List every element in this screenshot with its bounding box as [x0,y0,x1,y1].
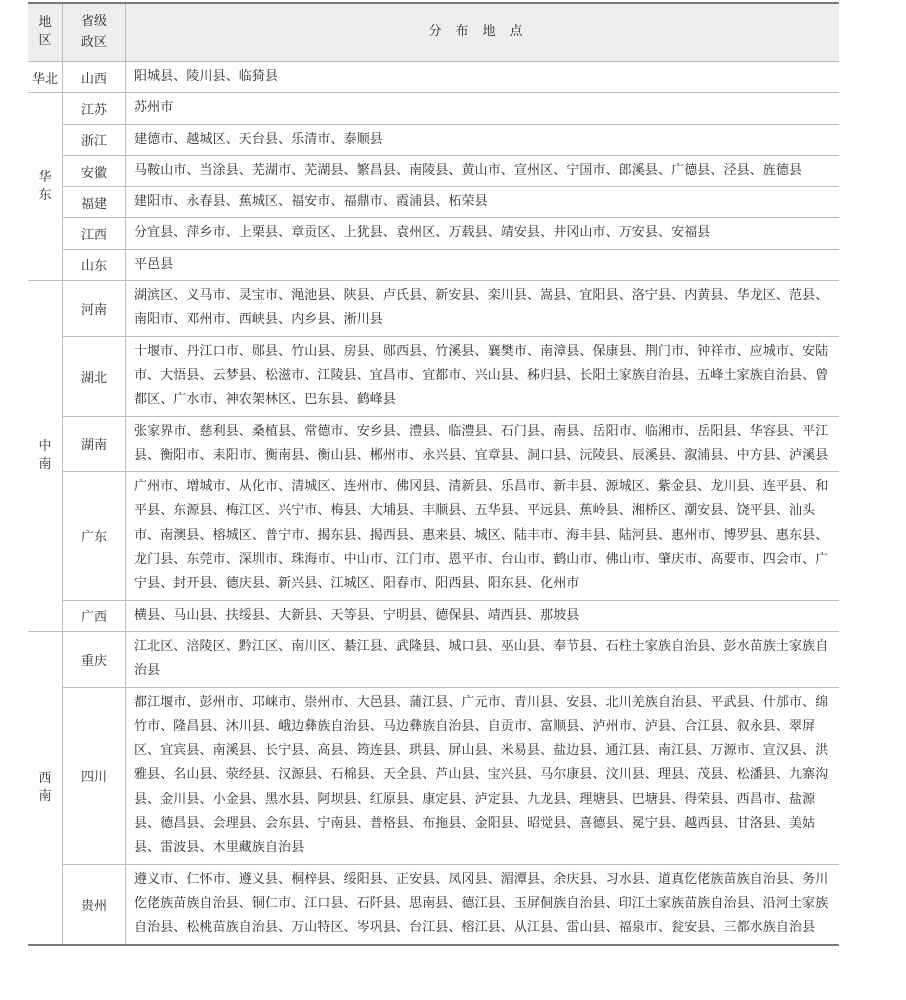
locations-cell: 广州市、增城市、从化市、清城区、连州市、佛冈县、清新县、乐昌市、新丰县、源城区、紫金县、龙川县、连平县、和平县、东源县、梅江区、兴宁市、梅县、大埔县、丰顺县、五华县、平远县、蕉岭县、湘桥区、潮安县、饶平县、汕头市、南澳县、榕城区、普宁市、揭东县、揭西县、惠来县、城区、陆丰市、海丰县、陆河县、惠州市、博罗县、惠东县、龙门县、东莞市、深圳市、珠海市、中山市、江门市、恩平市、台山市、鹤山市、佛山市、肇庆市、高要市、四会市、广宁县、封开县、德庆县、新兴县、江城区、阳春市、阳西县、阳东县、化州市 [126,472,840,600]
locations-cell: 建德市、越城区、天台县、乐清市、泰顺县 [126,124,840,155]
locations-cell: 横县、马山县、扶绥县、大新县、天等县、宁明县、德保县、靖西县、那坡县 [126,600,840,631]
header-locations: 分布地点 [126,3,840,62]
province-cell: 浙江 [63,124,126,155]
distribution-table-frame [28,2,839,945]
province-cell: 河南 [63,281,126,337]
table-row [28,864,839,944]
table-row [28,124,839,155]
locations-cell: 平邑县 [126,249,840,280]
locations-cell: 阳城县、陵川县、临猗县 [126,62,840,93]
locations-cell: 遵义市、仁怀市、遵义县、桐梓县、绥阳县、正安县、凤冈县、湄潭县、余庆县、习水县、道真仡佬族苗族自治县、务川仡佬族苗族自治县、铜仁市、江口县、石阡县、思南县、德江县、玉屏侗族自治县、印江土家族苗族自治县、沿河土家族自治县、松桃苗族自治县、万山特区、岑巩县、台江县、榕江县、从江县、雷山县、福泉市、瓮安县、三都水族自治县 [126,864,840,944]
province-cell: 湖南 [63,416,126,472]
table-row [28,600,839,631]
table-row [28,416,839,472]
table-row [28,249,839,280]
province-cell: 贵州 [63,864,126,944]
locations-cell: 十堰市、丹江口市、郧县、竹山县、房县、郧西县、竹溪县、襄樊市、南漳县、保康县、荆门市、钟祥市、应城市、安陆市、大悟县、云梦县、松滋市、江陵县、宜昌市、宜都市、兴山县、秭归县、长阳土家族自治县、五峰土家族自治县、曾都区、广水市、神农架林区、巴东县、鹤峰县 [126,336,840,416]
locations-cell: 湖滨区、义马市、灵宝市、渑池县、陕县、卢氏县、新安县、栾川县、嵩县、宜阳县、洛宁县、内黄县、华龙区、范县、南阳市、邓州市、西峡县、内乡县、淅川县 [126,281,840,337]
header-province: 省级政区 [63,3,126,62]
table-row [28,62,839,93]
region-cell: 中南 [28,281,63,632]
province-cell: 山东 [63,249,126,280]
table-row [28,93,839,124]
locations-cell: 分宜县、萍乡市、上栗县、章贡区、上犹县、袁州区、万载县、靖安县、井冈山市、万安县、安福县 [126,218,840,249]
table-header-row [28,3,839,62]
province-cell: 四川 [63,687,126,864]
province-cell: 江苏 [63,93,126,124]
province-cell: 江西 [63,218,126,249]
region-cell: 华东 [28,93,63,281]
province-cell: 湖北 [63,336,126,416]
table-row [28,631,839,687]
province-cell: 山西 [63,62,126,93]
table-row [28,281,839,337]
table-row [28,472,839,600]
locations-cell: 江北区、涪陵区、黔江区、南川区、綦江县、武隆县、城口县、巫山县、奉节县、石柱土家族自治县、彭水苗族土家族自治县 [126,631,840,687]
region-cell: 华北 [28,62,63,93]
region-cell: 西南 [28,631,63,944]
locations-cell: 都江堰市、彭州市、邛崃市、崇州市、大邑县、蒲江县、广元市、青川县、安县、北川羌族自治县、平武县、什邡市、绵竹市、隆昌县、沐川县、峨边彝族自治县、马边彝族自治县、自贡市、富顺县、泸州市、泸县、合江县、叙永县、翠屏区、宜宾县、南溪县、长宁县、高县、筠连县、珙县、屏山县、米易县、盐边县、通江县、南江县、万源市、宣汉县、洪雅县、名山县、荥经县、汉源县、石棉县、天全县、芦山县、宝兴县、马尔康县、汶川县、理县、茂县、松潘县、九寨沟县、金川县、小金县、黑水县、阿坝县、红原县、康定县、泸定县、九龙县、理塘县、巴塘县、得荣县、西昌市、盐源县、德昌县、会理县、会东县、宁南县、普格县、布拖县、金阳县、昭觉县、喜德县、冕宁县、越西县、甘洛县、美姑县、雷波县、木里藏族自治县 [126,687,840,864]
header-region: 地区 [28,3,63,62]
province-cell: 福建 [63,187,126,218]
province-cell: 广西 [63,600,126,631]
province-cell: 安徽 [63,155,126,186]
table-row [28,687,839,864]
table-row [28,155,839,186]
table-row [28,336,839,416]
province-cell: 重庆 [63,631,126,687]
table-row [28,187,839,218]
locations-cell: 张家界市、慈利县、桑植县、常德市、安乡县、澧县、临澧县、石门县、南县、岳阳市、临湘市、岳阳县、华容县、平江县、衡阳市、耒阳市、衡南县、衡山县、郴州市、永兴县、宜章县、洞口县、沅陵县、辰溪县、溆浦县、中方县、泸溪县 [126,416,840,472]
distribution-table [28,2,839,945]
locations-cell: 苏州市 [126,93,840,124]
locations-cell: 建阳市、永春县、蕉城区、福安市、福鼎市、霞浦县、柘荣县 [126,187,840,218]
locations-cell: 马鞍山市、当涂县、芜湖市、芜湖县、繁昌县、南陵县、黄山市、宣州区、宁国市、郎溪县、广德县、泾县、旌德县 [126,155,840,186]
table-row [28,218,839,249]
province-cell: 广东 [63,472,126,600]
